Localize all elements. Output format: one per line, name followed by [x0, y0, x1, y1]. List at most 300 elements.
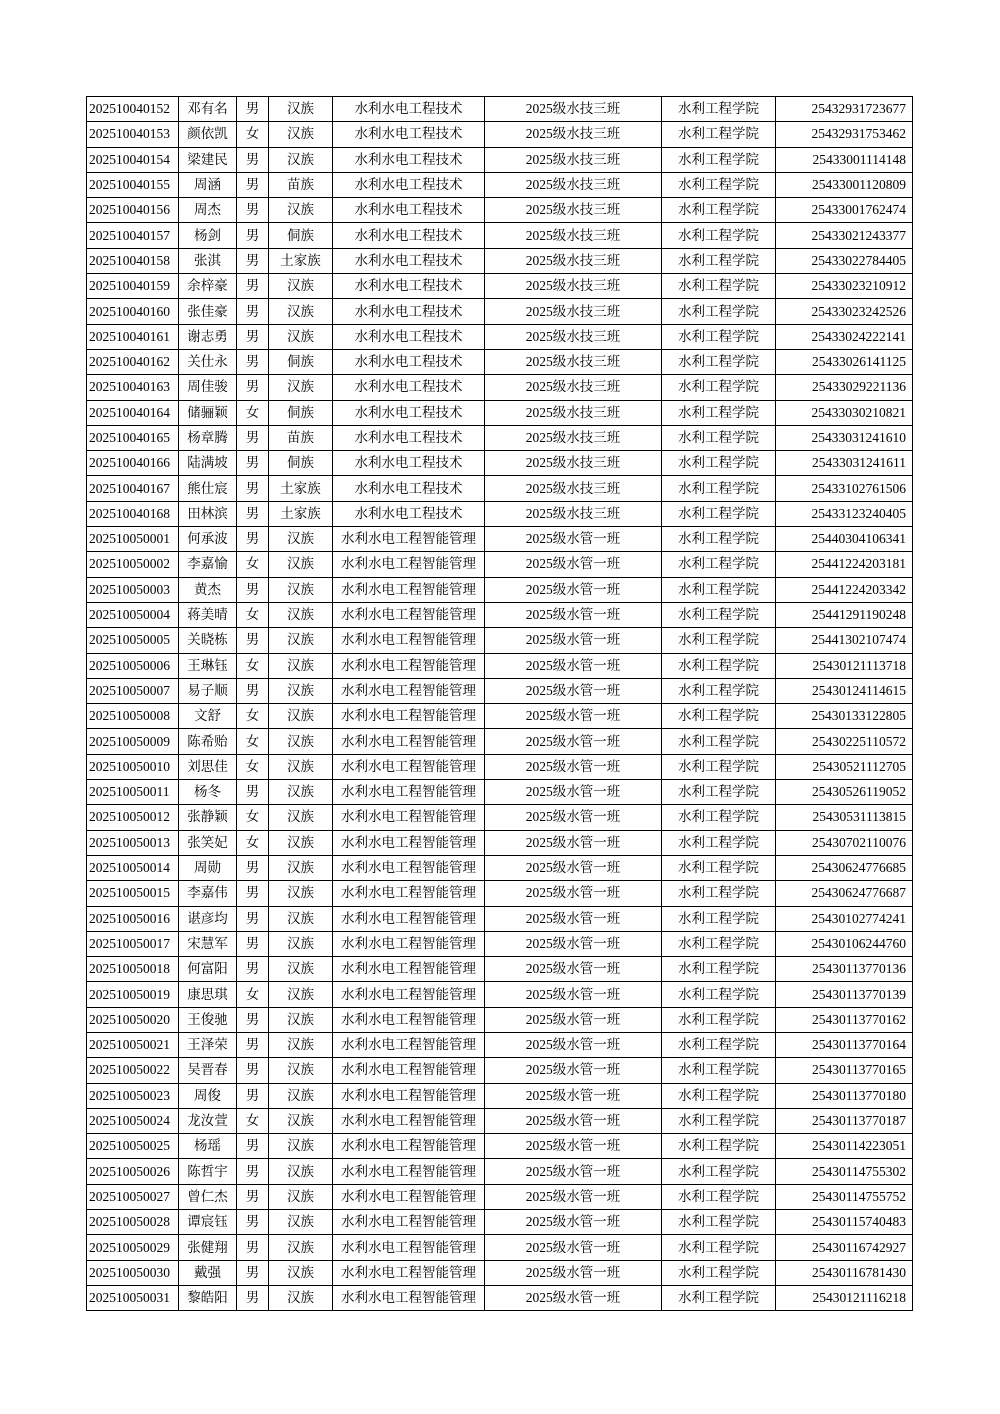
table-row — [87, 754, 913, 779]
ethnicity-cell: 汉族 — [269, 1083, 333, 1108]
major-cell: 水利水电工程智能管理 — [333, 855, 485, 880]
college-cell: 水利工程学院 — [662, 1260, 776, 1285]
gender-cell: 女 — [237, 1108, 269, 1133]
student-name-cell: 康思琪 — [179, 982, 237, 1007]
exam-number-cell: 25440304106341 — [776, 527, 913, 552]
student-name-cell: 杨章腾 — [179, 425, 237, 450]
table-row — [87, 248, 913, 273]
table-row — [87, 1184, 913, 1209]
student-id-cell: 202510040155 — [87, 172, 179, 197]
ethnicity-cell: 汉族 — [269, 1007, 333, 1032]
student-name-cell: 张笑妃 — [179, 830, 237, 855]
class-cell: 2025级水管一班 — [485, 805, 662, 830]
gender-cell: 女 — [237, 122, 269, 147]
ethnicity-cell: 汉族 — [269, 628, 333, 653]
student-id-cell: 202510050027 — [87, 1184, 179, 1209]
table-row — [87, 830, 913, 855]
student-name-cell: 梁建民 — [179, 147, 237, 172]
table-row — [87, 552, 913, 577]
student-name-cell: 何富阳 — [179, 957, 237, 982]
ethnicity-cell: 汉族 — [269, 729, 333, 754]
exam-number-cell: 25441224203181 — [776, 552, 913, 577]
student-name-cell: 谢志勇 — [179, 324, 237, 349]
major-cell: 水利水电工程技术 — [333, 324, 485, 349]
ethnicity-cell: 汉族 — [269, 324, 333, 349]
class-cell: 2025级水技三班 — [485, 172, 662, 197]
ethnicity-cell: 汉族 — [269, 653, 333, 678]
major-cell: 水利水电工程智能管理 — [333, 552, 485, 577]
class-cell: 2025级水管一班 — [485, 881, 662, 906]
exam-number-cell: 25430116742927 — [776, 1235, 913, 1260]
gender-cell: 女 — [237, 830, 269, 855]
class-cell: 2025级水管一班 — [485, 1210, 662, 1235]
exam-number-cell: 25433023210912 — [776, 274, 913, 299]
class-cell: 2025级水管一班 — [485, 830, 662, 855]
ethnicity-cell: 苗族 — [269, 172, 333, 197]
college-cell: 水利工程学院 — [662, 855, 776, 880]
gender-cell: 男 — [237, 97, 269, 122]
table-row — [87, 274, 913, 299]
table-row — [87, 1159, 913, 1184]
gender-cell: 男 — [237, 274, 269, 299]
gender-cell: 女 — [237, 552, 269, 577]
student-name-cell: 王琳钰 — [179, 653, 237, 678]
college-cell: 水利工程学院 — [662, 501, 776, 526]
ethnicity-cell: 汉族 — [269, 198, 333, 223]
table-row — [87, 299, 913, 324]
gender-cell: 男 — [237, 248, 269, 273]
student-id-cell: 202510040153 — [87, 122, 179, 147]
student-id-cell: 202510050013 — [87, 830, 179, 855]
student-id-cell: 202510040152 — [87, 97, 179, 122]
major-cell: 水利水电工程技术 — [333, 97, 485, 122]
student-id-cell: 202510050024 — [87, 1108, 179, 1133]
student-id-cell: 202510050031 — [87, 1285, 179, 1310]
college-cell: 水利工程学院 — [662, 906, 776, 931]
class-cell: 2025级水管一班 — [485, 1235, 662, 1260]
exam-number-cell: 25430121116218 — [776, 1285, 913, 1310]
ethnicity-cell: 汉族 — [269, 754, 333, 779]
student-id-cell: 202510050019 — [87, 982, 179, 1007]
table-row — [87, 122, 913, 147]
student-name-cell: 关晓栋 — [179, 628, 237, 653]
exam-number-cell: 25433021243377 — [776, 223, 913, 248]
student-name-cell: 张健翔 — [179, 1235, 237, 1260]
student-name-cell: 张佳豪 — [179, 299, 237, 324]
student-name-cell: 周涵 — [179, 172, 237, 197]
major-cell: 水利水电工程技术 — [333, 147, 485, 172]
college-cell: 水利工程学院 — [662, 678, 776, 703]
student-id-cell: 202510050015 — [87, 881, 179, 906]
gender-cell: 男 — [237, 678, 269, 703]
class-cell: 2025级水技三班 — [485, 324, 662, 349]
student-name-cell: 关仕永 — [179, 349, 237, 374]
exam-number-cell: 25430624776687 — [776, 881, 913, 906]
exam-number-cell: 25433001114148 — [776, 147, 913, 172]
gender-cell: 男 — [237, 1134, 269, 1159]
student-id-cell: 202510040166 — [87, 451, 179, 476]
student-id-cell: 202510050023 — [87, 1083, 179, 1108]
class-cell: 2025级水管一班 — [485, 628, 662, 653]
student-id-cell: 202510050002 — [87, 552, 179, 577]
gender-cell: 男 — [237, 906, 269, 931]
class-cell: 2025级水管一班 — [485, 602, 662, 627]
exam-number-cell: 25433026141125 — [776, 349, 913, 374]
gender-cell: 男 — [237, 881, 269, 906]
student-id-cell: 202510040163 — [87, 375, 179, 400]
ethnicity-cell: 汉族 — [269, 1159, 333, 1184]
class-cell: 2025级水管一班 — [485, 1159, 662, 1184]
gender-cell: 男 — [237, 1058, 269, 1083]
exam-number-cell: 25430225110572 — [776, 729, 913, 754]
exam-number-cell: 25430113770139 — [776, 982, 913, 1007]
major-cell: 水利水电工程技术 — [333, 349, 485, 374]
major-cell: 水利水电工程智能管理 — [333, 628, 485, 653]
student-id-cell: 202510040154 — [87, 147, 179, 172]
student-name-cell: 谭宸钰 — [179, 1210, 237, 1235]
student-name-cell: 张淇 — [179, 248, 237, 273]
gender-cell: 男 — [237, 1235, 269, 1260]
gender-cell: 男 — [237, 855, 269, 880]
student-name-cell: 王俊驰 — [179, 1007, 237, 1032]
college-cell: 水利工程学院 — [662, 1032, 776, 1057]
ethnicity-cell: 汉族 — [269, 1108, 333, 1133]
major-cell: 水利水电工程技术 — [333, 172, 485, 197]
exam-number-cell: 25430624776685 — [776, 855, 913, 880]
student-name-cell: 陈希贻 — [179, 729, 237, 754]
ethnicity-cell: 侗族 — [269, 349, 333, 374]
student-id-cell: 202510050014 — [87, 855, 179, 880]
class-cell: 2025级水技三班 — [485, 198, 662, 223]
major-cell: 水利水电工程智能管理 — [333, 577, 485, 602]
exam-number-cell: 25430124114615 — [776, 678, 913, 703]
table-row — [87, 729, 913, 754]
student-id-cell: 202510040167 — [87, 476, 179, 501]
ethnicity-cell: 汉族 — [269, 299, 333, 324]
student-id-cell: 202510040161 — [87, 324, 179, 349]
ethnicity-cell: 汉族 — [269, 147, 333, 172]
student-roster-table — [86, 96, 913, 1311]
student-name-cell: 王泽荣 — [179, 1032, 237, 1057]
major-cell: 水利水电工程技术 — [333, 248, 485, 273]
gender-cell: 男 — [237, 527, 269, 552]
student-name-cell: 陆满坡 — [179, 451, 237, 476]
gender-cell: 男 — [237, 349, 269, 374]
major-cell: 水利水电工程技术 — [333, 451, 485, 476]
college-cell: 水利工程学院 — [662, 451, 776, 476]
student-id-cell: 202510050008 — [87, 704, 179, 729]
roster-body — [87, 97, 913, 1311]
gender-cell: 女 — [237, 653, 269, 678]
student-id-cell: 202510050009 — [87, 729, 179, 754]
gender-cell: 女 — [237, 400, 269, 425]
exam-number-cell: 25430113770187 — [776, 1108, 913, 1133]
class-cell: 2025级水技三班 — [485, 147, 662, 172]
gender-cell: 男 — [237, 299, 269, 324]
student-id-cell: 202510050028 — [87, 1210, 179, 1235]
student-id-cell: 202510050010 — [87, 754, 179, 779]
class-cell: 2025级水管一班 — [485, 906, 662, 931]
gender-cell: 女 — [237, 704, 269, 729]
table-row — [87, 324, 913, 349]
major-cell: 水利水电工程智能管理 — [333, 1007, 485, 1032]
student-id-cell: 202510040168 — [87, 501, 179, 526]
gender-cell: 男 — [237, 324, 269, 349]
gender-cell: 男 — [237, 1007, 269, 1032]
class-cell: 2025级水技三班 — [485, 248, 662, 273]
class-cell: 2025级水技三班 — [485, 349, 662, 374]
class-cell: 2025级水管一班 — [485, 982, 662, 1007]
gender-cell: 男 — [237, 375, 269, 400]
ethnicity-cell: 汉族 — [269, 830, 333, 855]
class-cell: 2025级水管一班 — [485, 855, 662, 880]
table-row — [87, 147, 913, 172]
college-cell: 水利工程学院 — [662, 172, 776, 197]
major-cell: 水利水电工程智能管理 — [333, 931, 485, 956]
major-cell: 水利水电工程技术 — [333, 274, 485, 299]
table-row — [87, 931, 913, 956]
major-cell: 水利水电工程智能管理 — [333, 729, 485, 754]
exam-number-cell: 25430114223051 — [776, 1134, 913, 1159]
table-row — [87, 476, 913, 501]
student-id-cell: 202510050011 — [87, 780, 179, 805]
class-cell: 2025级水管一班 — [485, 1260, 662, 1285]
student-id-cell: 202510050018 — [87, 957, 179, 982]
major-cell: 水利水电工程智能管理 — [333, 1083, 485, 1108]
table-row — [87, 198, 913, 223]
major-cell: 水利水电工程智能管理 — [333, 754, 485, 779]
gender-cell: 男 — [237, 501, 269, 526]
table-row — [87, 602, 913, 627]
ethnicity-cell: 土家族 — [269, 476, 333, 501]
class-cell: 2025级水管一班 — [485, 653, 662, 678]
exam-number-cell: 25433001120809 — [776, 172, 913, 197]
college-cell: 水利工程学院 — [662, 881, 776, 906]
student-name-cell: 杨瑶 — [179, 1134, 237, 1159]
table-row — [87, 1210, 913, 1235]
major-cell: 水利水电工程智能管理 — [333, 1184, 485, 1209]
student-id-cell: 202510050004 — [87, 602, 179, 627]
student-name-cell: 刘思佳 — [179, 754, 237, 779]
ethnicity-cell: 汉族 — [269, 527, 333, 552]
exam-number-cell: 25430702110076 — [776, 830, 913, 855]
ethnicity-cell: 侗族 — [269, 400, 333, 425]
student-name-cell: 李嘉愉 — [179, 552, 237, 577]
exam-number-cell: 25430531113815 — [776, 805, 913, 830]
table-row — [87, 451, 913, 476]
student-name-cell: 黎皓阳 — [179, 1285, 237, 1310]
student-name-cell: 蒋美晴 — [179, 602, 237, 627]
gender-cell: 女 — [237, 805, 269, 830]
student-name-cell: 吴晋春 — [179, 1058, 237, 1083]
college-cell: 水利工程学院 — [662, 754, 776, 779]
gender-cell: 男 — [237, 957, 269, 982]
college-cell: 水利工程学院 — [662, 324, 776, 349]
college-cell: 水利工程学院 — [662, 982, 776, 1007]
student-name-cell: 邓有名 — [179, 97, 237, 122]
college-cell: 水利工程学院 — [662, 1007, 776, 1032]
student-name-cell: 杨冬 — [179, 780, 237, 805]
ethnicity-cell: 汉族 — [269, 122, 333, 147]
major-cell: 水利水电工程智能管理 — [333, 1032, 485, 1057]
ethnicity-cell: 苗族 — [269, 425, 333, 450]
college-cell: 水利工程学院 — [662, 805, 776, 830]
student-id-cell: 202510050022 — [87, 1058, 179, 1083]
gender-cell: 男 — [237, 147, 269, 172]
class-cell: 2025级水技三班 — [485, 451, 662, 476]
student-id-cell: 202510050001 — [87, 527, 179, 552]
college-cell: 水利工程学院 — [662, 425, 776, 450]
college-cell: 水利工程学院 — [662, 248, 776, 273]
student-id-cell: 202510050006 — [87, 653, 179, 678]
major-cell: 水利水电工程智能管理 — [333, 527, 485, 552]
student-id-cell: 202510040160 — [87, 299, 179, 324]
exam-number-cell: 25433023242526 — [776, 299, 913, 324]
college-cell: 水利工程学院 — [662, 375, 776, 400]
class-cell: 2025级水管一班 — [485, 704, 662, 729]
college-cell: 水利工程学院 — [662, 704, 776, 729]
student-name-cell: 周勋 — [179, 855, 237, 880]
exam-number-cell: 25433123240405 — [776, 501, 913, 526]
student-name-cell: 易子顺 — [179, 678, 237, 703]
student-id-cell: 202510040156 — [87, 198, 179, 223]
class-cell: 2025级水管一班 — [485, 931, 662, 956]
table-row — [87, 375, 913, 400]
class-cell: 2025级水管一班 — [485, 1285, 662, 1310]
class-cell: 2025级水管一班 — [485, 1058, 662, 1083]
college-cell: 水利工程学院 — [662, 147, 776, 172]
table-row — [87, 1007, 913, 1032]
gender-cell: 男 — [237, 931, 269, 956]
table-row — [87, 223, 913, 248]
student-id-cell: 202510040162 — [87, 349, 179, 374]
college-cell: 水利工程学院 — [662, 830, 776, 855]
major-cell: 水利水电工程技术 — [333, 375, 485, 400]
class-cell: 2025级水管一班 — [485, 552, 662, 577]
ethnicity-cell: 汉族 — [269, 1210, 333, 1235]
student-id-cell: 202510050030 — [87, 1260, 179, 1285]
ethnicity-cell: 汉族 — [269, 375, 333, 400]
college-cell: 水利工程学院 — [662, 299, 776, 324]
college-cell: 水利工程学院 — [662, 577, 776, 602]
exam-number-cell: 25432931723677 — [776, 97, 913, 122]
exam-number-cell: 25433022784405 — [776, 248, 913, 273]
class-cell: 2025级水管一班 — [485, 780, 662, 805]
gender-cell: 男 — [237, 577, 269, 602]
class-cell: 2025级水管一班 — [485, 1134, 662, 1159]
student-name-cell: 宋慧军 — [179, 931, 237, 956]
college-cell: 水利工程学院 — [662, 476, 776, 501]
student-id-cell: 202510050012 — [87, 805, 179, 830]
ethnicity-cell: 汉族 — [269, 805, 333, 830]
college-cell: 水利工程学院 — [662, 527, 776, 552]
student-name-cell: 周佳骏 — [179, 375, 237, 400]
exam-number-cell: 25441291190248 — [776, 602, 913, 627]
student-id-cell: 202510050003 — [87, 577, 179, 602]
college-cell: 水利工程学院 — [662, 1058, 776, 1083]
table-row — [87, 400, 913, 425]
exam-number-cell: 25433029221136 — [776, 375, 913, 400]
gender-cell: 男 — [237, 628, 269, 653]
ethnicity-cell: 汉族 — [269, 855, 333, 880]
gender-cell: 男 — [237, 1285, 269, 1310]
ethnicity-cell: 汉族 — [269, 1235, 333, 1260]
gender-cell: 男 — [237, 425, 269, 450]
major-cell: 水利水电工程智能管理 — [333, 704, 485, 729]
class-cell: 2025级水管一班 — [485, 957, 662, 982]
major-cell: 水利水电工程智能管理 — [333, 881, 485, 906]
student-name-cell: 李嘉伟 — [179, 881, 237, 906]
student-id-cell: 202510050016 — [87, 906, 179, 931]
major-cell: 水利水电工程技术 — [333, 122, 485, 147]
student-name-cell: 曾仁杰 — [179, 1184, 237, 1209]
ethnicity-cell: 汉族 — [269, 957, 333, 982]
student-name-cell: 杨剑 — [179, 223, 237, 248]
student-id-cell: 202510040165 — [87, 425, 179, 450]
gender-cell: 男 — [237, 476, 269, 501]
exam-number-cell: 25430121113718 — [776, 653, 913, 678]
major-cell: 水利水电工程技术 — [333, 501, 485, 526]
major-cell: 水利水电工程智能管理 — [333, 1210, 485, 1235]
table-row — [87, 172, 913, 197]
exam-number-cell: 25430114755302 — [776, 1159, 913, 1184]
student-name-cell: 田林滨 — [179, 501, 237, 526]
major-cell: 水利水电工程技术 — [333, 223, 485, 248]
class-cell: 2025级水管一班 — [485, 1184, 662, 1209]
table-row — [87, 1083, 913, 1108]
table-row — [87, 1285, 913, 1310]
gender-cell: 女 — [237, 602, 269, 627]
major-cell: 水利水电工程智能管理 — [333, 805, 485, 830]
ethnicity-cell: 汉族 — [269, 1285, 333, 1310]
exam-number-cell: 25430113770180 — [776, 1083, 913, 1108]
exam-number-cell: 25430113770136 — [776, 957, 913, 982]
table-row — [87, 957, 913, 982]
table-row — [87, 628, 913, 653]
student-name-cell: 储骊颖 — [179, 400, 237, 425]
college-cell: 水利工程学院 — [662, 1285, 776, 1310]
exam-number-cell: 25430113770162 — [776, 1007, 913, 1032]
student-name-cell: 张静颖 — [179, 805, 237, 830]
gender-cell: 男 — [237, 780, 269, 805]
college-cell: 水利工程学院 — [662, 400, 776, 425]
gender-cell: 女 — [237, 729, 269, 754]
college-cell: 水利工程学院 — [662, 122, 776, 147]
class-cell: 2025级水管一班 — [485, 1007, 662, 1032]
major-cell: 水利水电工程智能管理 — [333, 1285, 485, 1310]
ethnicity-cell: 汉族 — [269, 982, 333, 1007]
exam-number-cell: 25433001762474 — [776, 198, 913, 223]
exam-number-cell: 25433102761506 — [776, 476, 913, 501]
ethnicity-cell: 汉族 — [269, 274, 333, 299]
college-cell: 水利工程学院 — [662, 602, 776, 627]
gender-cell: 男 — [237, 1210, 269, 1235]
class-cell: 2025级水管一班 — [485, 729, 662, 754]
gender-cell: 男 — [237, 1159, 269, 1184]
gender-cell: 男 — [237, 451, 269, 476]
student-name-cell: 龙汝萱 — [179, 1108, 237, 1133]
ethnicity-cell: 汉族 — [269, 1134, 333, 1159]
gender-cell: 男 — [237, 1032, 269, 1057]
ethnicity-cell: 汉族 — [269, 602, 333, 627]
table-row — [87, 425, 913, 450]
exam-number-cell: 25430116781430 — [776, 1260, 913, 1285]
student-name-cell: 黄杰 — [179, 577, 237, 602]
class-cell: 2025级水技三班 — [485, 400, 662, 425]
student-name-cell: 谌彦均 — [179, 906, 237, 931]
gender-cell: 女 — [237, 982, 269, 1007]
class-cell: 2025级水技三班 — [485, 375, 662, 400]
